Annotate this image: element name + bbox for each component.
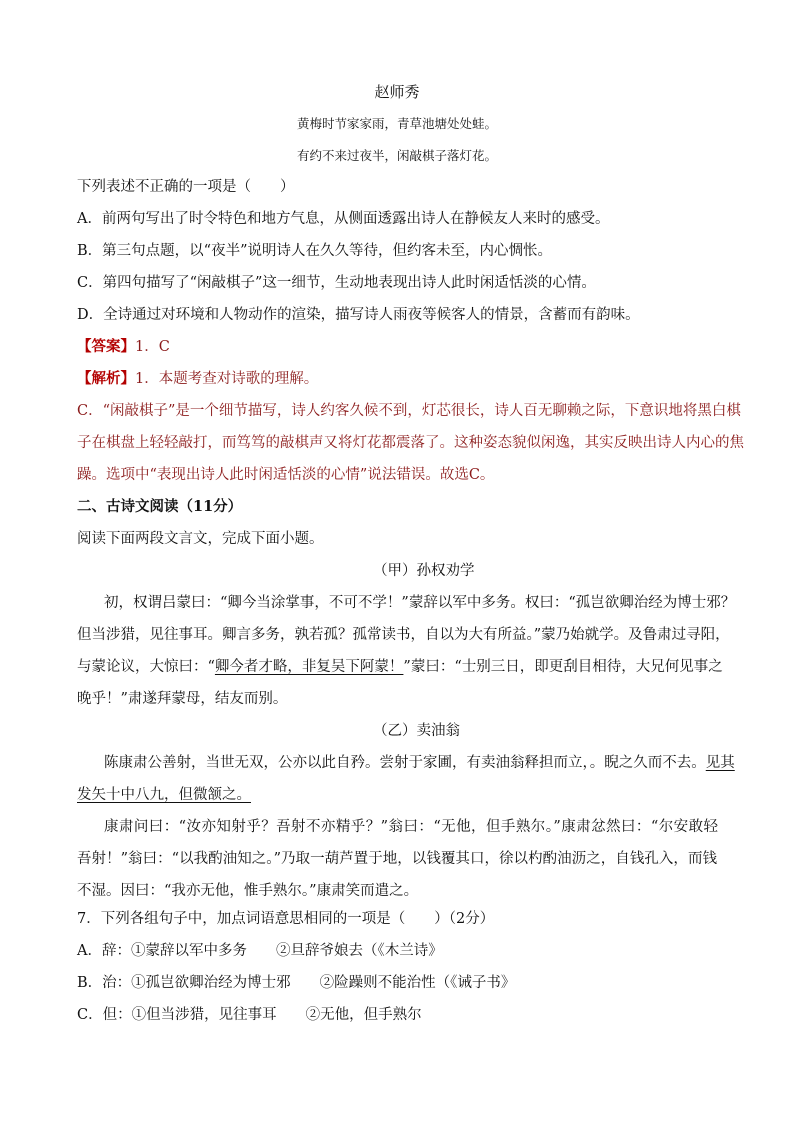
analysis-tag: 【解析】: [77, 370, 135, 387]
text-b-underlined-start: 见其: [705, 755, 735, 771]
analysis-text-1: C．“闲敲棋子”是一个细节描写，诗人约客久候不到，灯芯很长，诗人百无聊赖之际，下意识地将黑白棋: [77, 403, 741, 419]
analysis-text-3: 躁。选项中“表现出诗人此时闲适恬淡的心情”说法错误。故选C。: [77, 467, 495, 483]
question-7-option-c: C．但：①但当涉猎，见往事耳 ②无他，但手熟尔: [77, 1007, 422, 1023]
text-a-line-3-end: ”蒙曰：“士别三日，即更刮目相待，大兄何见事之: [403, 659, 723, 675]
answer-tag: 【答案】: [77, 338, 135, 355]
text-b-underlined-sentence: 发矢十中八九，但微颔之。: [77, 787, 251, 803]
question-1-stem: 下列表述不正确的一项是（ ）: [77, 179, 295, 195]
text-a-line-2: 但当涉猎，见往事耳。卿言多务，孰若孤？孤常读书，自以为大有所益。”蒙乃始就学。及鲁肃过寻阳，: [77, 627, 730, 643]
analysis-intro: 1．本题考查对诗歌的理解。: [135, 371, 319, 387]
text-a-title: （甲）孙权劝学: [373, 563, 475, 579]
answer-line: [77, 337, 170, 357]
question-1-option-b: B．第三句点题，以“夜半”说明诗人在久久等待，但约客未至，内心惆怅。: [77, 243, 552, 259]
question-1-option-d: D．全诗通过对环境和人物动作的渲染，描写诗人雨夜等候客人的情景，含蓄而有韵味。: [77, 307, 640, 323]
text-a-line-1: 初，权谓吕蒙曰：“卿今当涂掌事，不可不学！”蒙辞以军中多务。权曰：“孤岂欲卿治经为博士邪？: [104, 595, 736, 611]
text-a-underlined-sentence: 卿今者才略，非复吴下阿蒙！: [214, 659, 404, 675]
text-b-title: （乙）卖油翁: [373, 723, 460, 739]
text-b-line-4: 吾射！”翁曰：“以我酌油知之。”乃取一葫芦置于地，以钱覆其口，徐以杓酌油沥之，自钱孔入，而钱: [77, 851, 717, 867]
section-instruction: 阅读下面两段文言文，完成下面小题。: [77, 531, 324, 547]
text-b-line-1-start: 陈康肃公善射，当世无双，公亦以此自矜。尝射于家圃，有卖油翁释担而立，。睨之久而不去。: [104, 755, 706, 771]
question-7-stem: 7．下列各组句子中，加点词语意思相同的一项是（ ）（2分）: [77, 911, 495, 927]
text-b-line-5: 不湿。因曰：“我亦无他，惟手熟尔。”康肃笑而遣之。: [77, 883, 419, 899]
analysis-line: [77, 369, 318, 389]
text-b-line-1: [104, 753, 735, 773]
question-7-option-a: A．辞：①蒙辞以军中多务 ②旦辞爷娘去（《木兰诗》: [77, 943, 443, 959]
question-1-option-c: C．第四句描写了“闲敲棋子”这一细节，生动地表现出诗人此时闲适恬淡的心情。: [77, 275, 596, 291]
poem-line-2: 有约不来过夜半，闲敲棋子落灯花。: [296, 148, 497, 163]
question-7-option-b: B．治：①孤岂欲卿治经为博士邪 ②险躁则不能治性（《诫子书》: [77, 975, 516, 991]
analysis-text-2: 子在棋盘上轻轻敲打，而笃笃的敲棋声又将灯花都震落了。这种姿态貌似闲逸，其实反映出诗人内心的焦: [77, 435, 744, 451]
text-a-line-4: 晚乎！”肃遂拜蒙母，结友而别。: [77, 691, 288, 707]
text-a-line-3-start: 与蒙论议，大惊曰：“: [77, 659, 215, 675]
section-heading: 二、古诗文阅读（11分）: [77, 498, 243, 515]
text-a-line-3: [77, 657, 723, 677]
poem-author: 赵师秀: [374, 83, 420, 101]
poem-line-1: 黄梅时节家家雨，青草池塘处处蛙。: [296, 116, 497, 131]
question-1-option-a: A．前两句写出了时令特色和地方气息，从侧面透露出诗人在静候友人来时的感受。: [77, 211, 610, 227]
text-b-line-3: 康肃问曰：“汝亦知射乎？吾射不亦精乎？”翁曰：“无他，但手熟尔。”康肃忿然曰：“尔安敢轻: [104, 819, 718, 835]
answer-value: 1．C: [135, 339, 170, 355]
